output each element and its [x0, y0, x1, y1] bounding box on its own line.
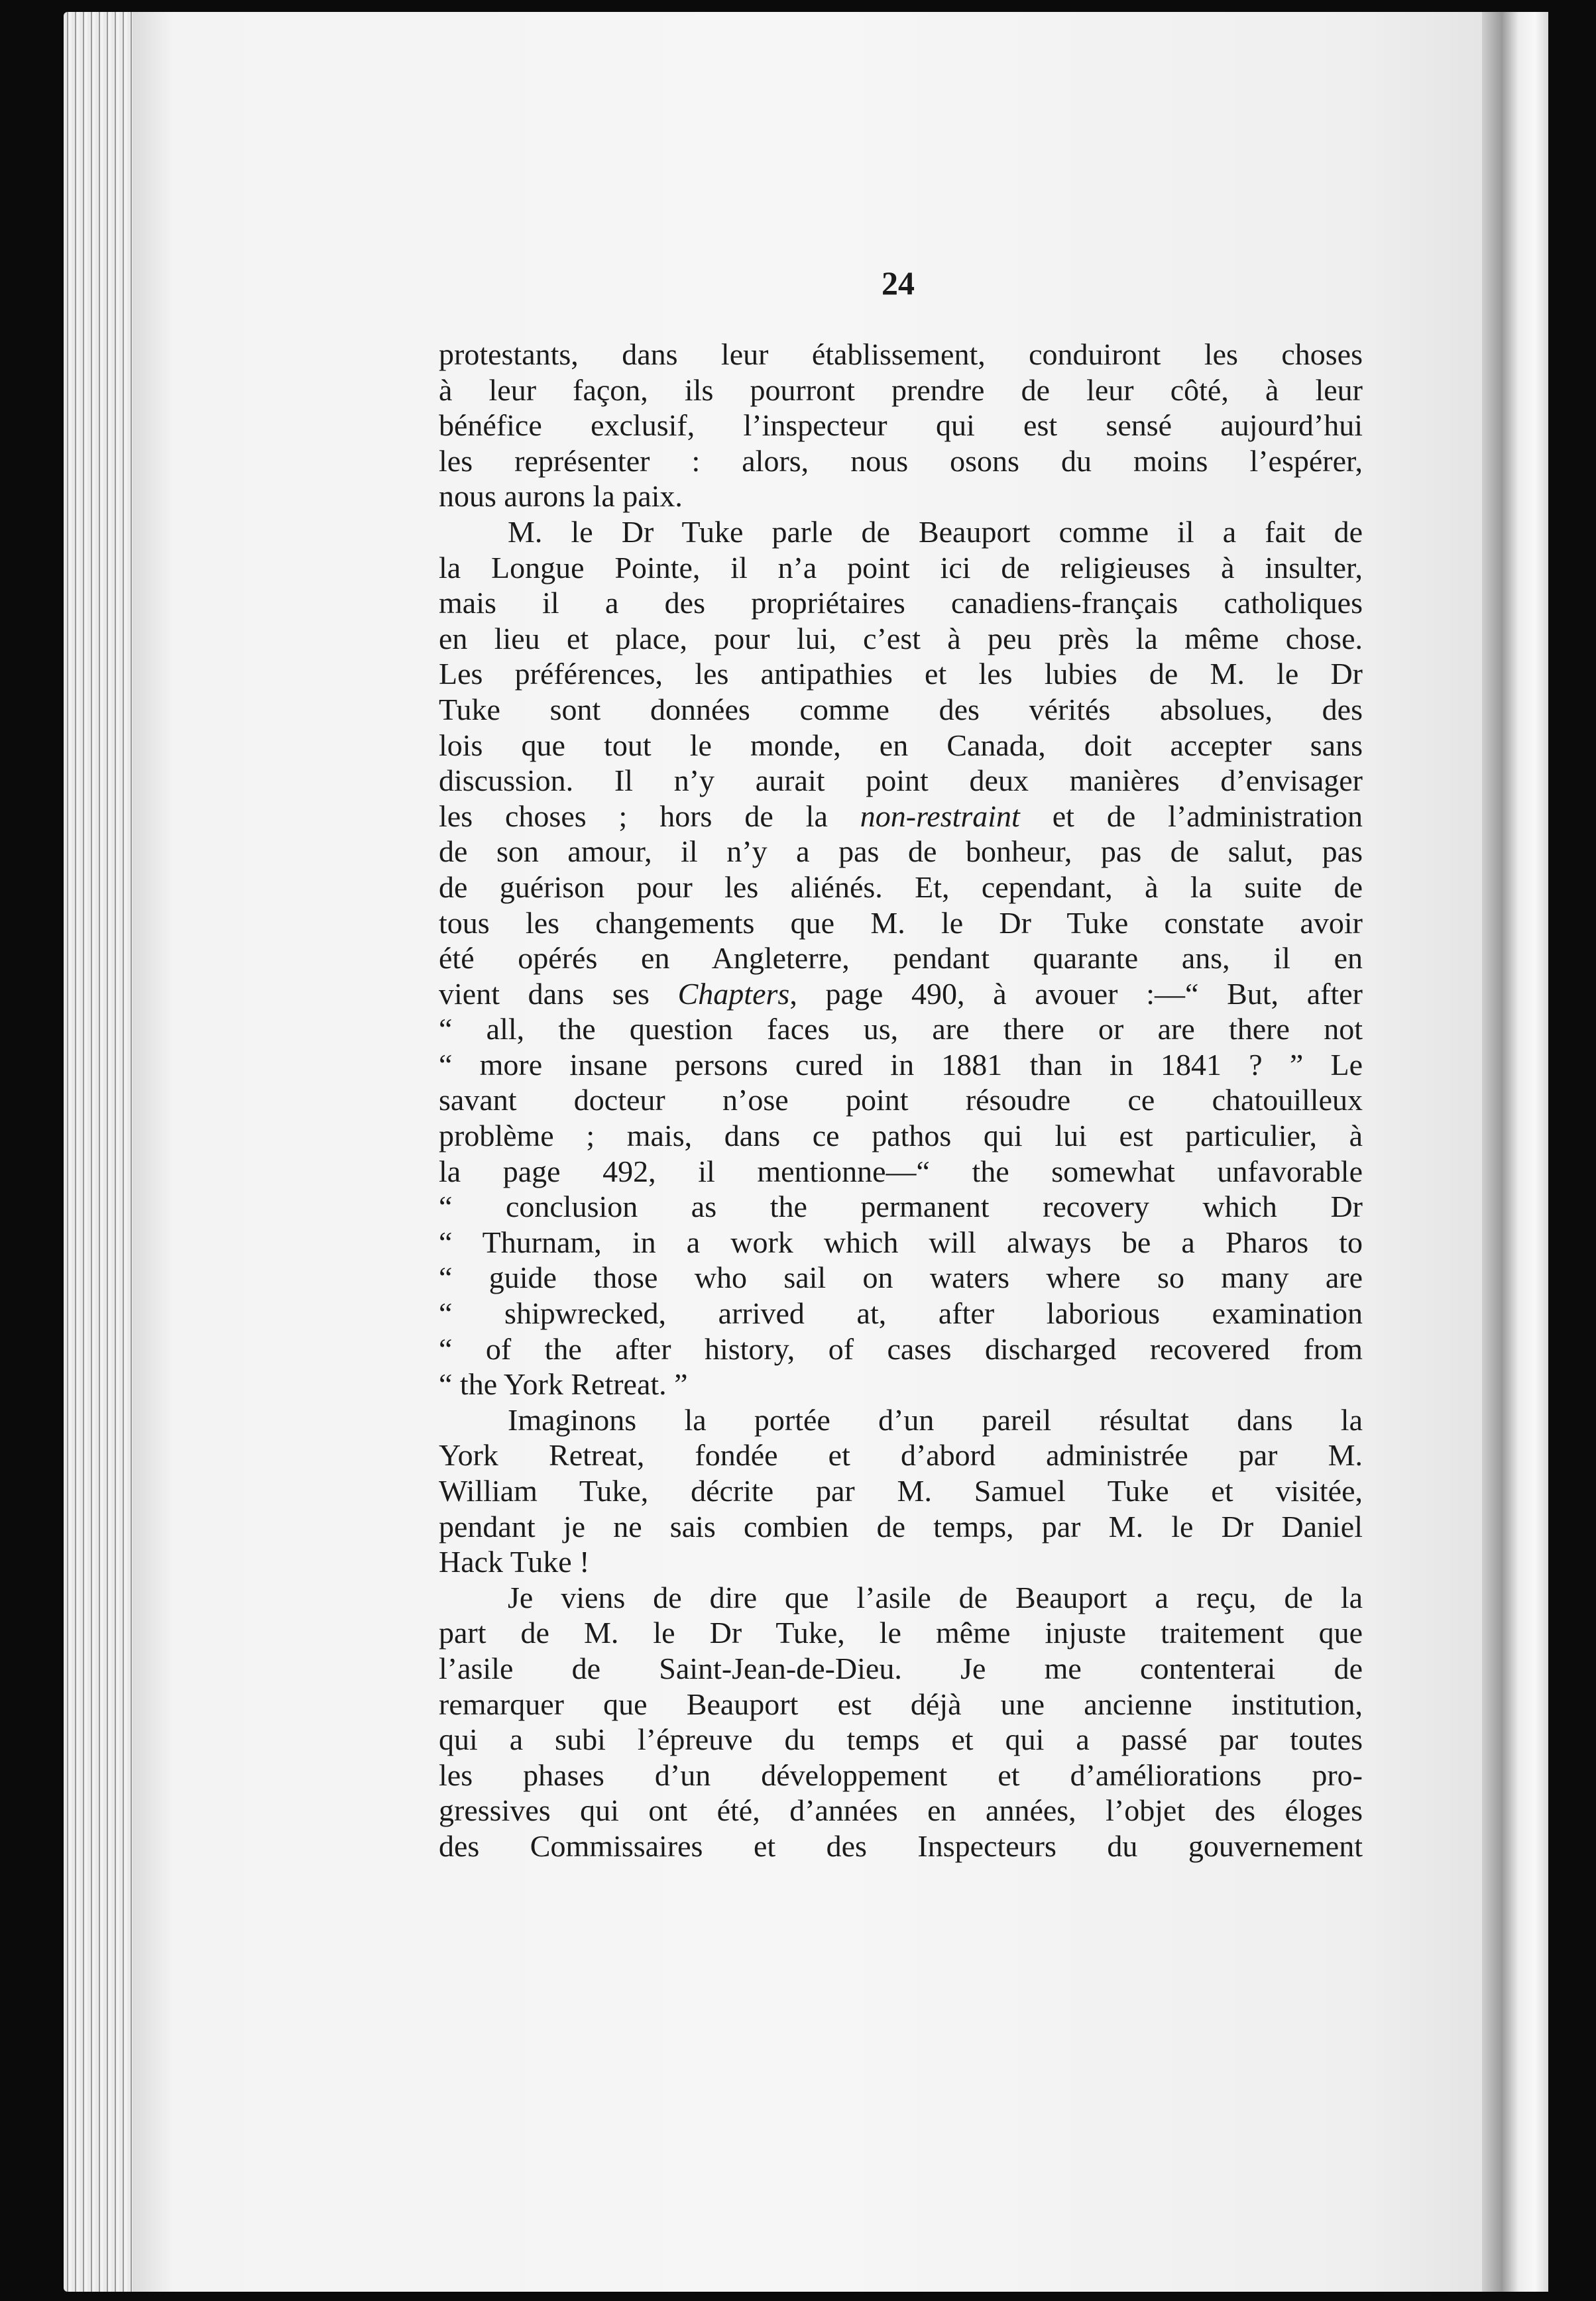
text-line: mais il a des propriétaires canadiens-français catholiques [439, 586, 1363, 620]
text-line: de son amour, il n’y a pas de bonheur, pas de salut, pas [439, 834, 1363, 869]
text-line: part de M. le Dr Tuke, le même injuste traitement que [439, 1616, 1363, 1650]
text-segment: et de l’administration [1019, 799, 1363, 833]
italic-term: non-restraint [860, 799, 1020, 833]
text-line: Imaginons la portée d’un pareil résultat dans la [508, 1402, 1363, 1437]
body-text [439, 337, 1363, 1864]
text-line: pendant je ne sais combien de temps, par M. le Dr Daniel [439, 1509, 1363, 1543]
text-line: Je viens de dire que l’asile de Beauport a reçu, de la [508, 1580, 1363, 1614]
italic-term: Chapters [677, 976, 790, 1011]
text-line: “ guide those who sail on waters where so many are [439, 1261, 1363, 1295]
text-line: remarquer que Beauport est déjà une ancienne institution, [439, 1687, 1363, 1721]
text-line [439, 976, 1363, 1012]
text-line: les représenter : alors, nous osons du moins l’espérer, [439, 443, 1363, 478]
text-line: les phases d’un développement et d’améliorations pro- [439, 1758, 1363, 1792]
text-line: York Retreat, fondée et d’abord administrée par M. [439, 1438, 1363, 1473]
text-line: Hack Tuke ! [439, 1545, 590, 1579]
text-line: tous les changements que M. le Dr Tuke constate avoir [439, 905, 1363, 940]
text-line: bénéfice exclusif, l’inspecteur qui est sensé aujourd’hui [439, 408, 1363, 443]
book-binding [1482, 12, 1548, 2292]
text-line: gressives qui ont été, d’années en années, l’objet des éloges [439, 1793, 1363, 1828]
text-line: William Tuke, décrite par M. Samuel Tuke et visitée, [439, 1474, 1363, 1508]
text-line: discussion. Il n’y aurait point deux manières d’envisager [439, 763, 1363, 798]
text-line: lois que tout le monde, en Canada, doit accepter sans [439, 728, 1363, 762]
text-line: en lieu et place, pour lui, c’est à peu près la même chose. [439, 621, 1363, 655]
text-segment: , page 490, à avouer :—“ But, after [789, 976, 1363, 1011]
page-stack-edges [64, 12, 143, 2292]
text-line: M. le Dr Tuke parle de Beauport comme il a fait de [508, 514, 1363, 549]
text-segment: vient dans ses [439, 976, 650, 1011]
text-line: qui a subi l’épreuve du temps et qui a passé par toutes [439, 1722, 1363, 1757]
text-segment: les choses ; hors de la [439, 799, 828, 833]
text-line: à leur façon, ils pourront prendre de leur côté, à leur [439, 372, 1363, 407]
text-line: l’asile de Saint-Jean-de-Dieu. Je me contenterai de [439, 1651, 1363, 1685]
text-line: “ all, the question faces us, are there or are there not [439, 1012, 1363, 1046]
text-line: protestants, dans leur établissement, conduiront les choses [439, 337, 1363, 371]
text-line: “ of the after history, of cases discharged recovered from [439, 1331, 1363, 1366]
text-line: des Commissaires et des Inspecteurs du gouvernement [439, 1828, 1363, 1863]
text-line: “ shipwrecked, arrived at, after laborious examination [439, 1296, 1363, 1331]
text-line: “ Thurnam, in a work which will always be a Pharos to [439, 1225, 1363, 1259]
text-line: été opérés en Angleterre, pendant quarante ans, il en [439, 941, 1363, 976]
text-line: la page 492, il mentionne—“ the somewhat unfavorable [439, 1154, 1363, 1188]
text-line: “ conclusion as the permanent recovery which Dr [439, 1190, 1363, 1224]
text-line: Les préférences, les antipathies et les lubies de M. le Dr [439, 657, 1363, 691]
text-line: la Longue Pointe, il n’a point ici de religieuses à insulter, [439, 550, 1363, 585]
text-line: problème ; mais, dans ce pathos qui lui est particulier, à [439, 1119, 1363, 1153]
text-line [439, 799, 1363, 834]
text-line: nous aurons la paix. [439, 479, 683, 514]
text-line: Tuke sont données comme des vérités absolues, des [439, 692, 1363, 726]
page-number: 24 [882, 264, 915, 302]
text-line: “ more insane persons cured in 1881 than in 1841 ? ” Le [439, 1047, 1363, 1082]
text-line: “ the York Retreat. ” [439, 1367, 688, 1402]
text-line: savant docteur n’ose point résoudre ce chatouilleux [439, 1083, 1363, 1117]
text-line: de guérison pour les aliénés. Et, cependant, à la suite de [439, 870, 1363, 904]
